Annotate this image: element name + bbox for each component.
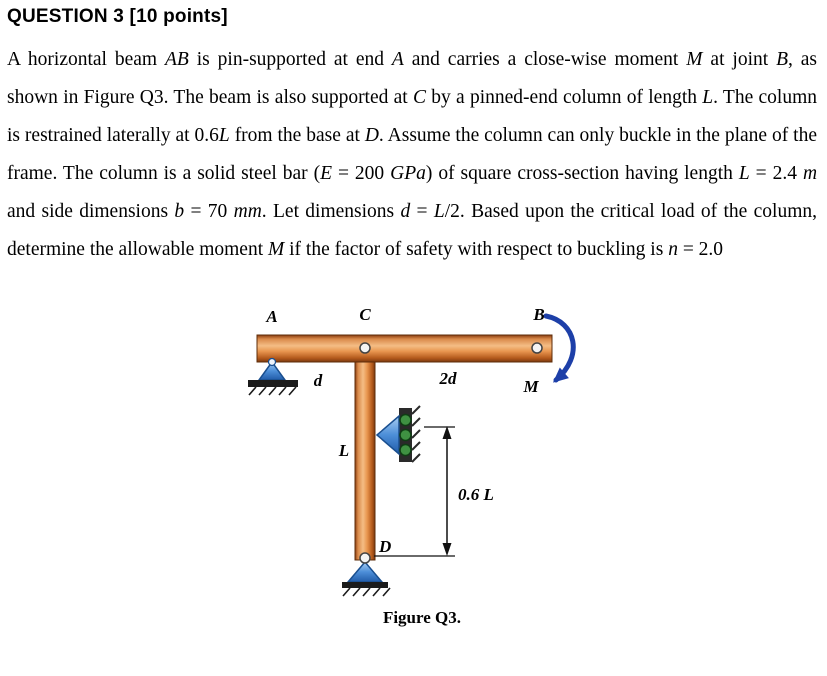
label-dim-2d: 2d	[439, 369, 457, 388]
label-dim-d: d	[313, 371, 323, 390]
figure-q3	[232, 300, 612, 628]
pin-joint-c	[360, 343, 370, 353]
beam-ab	[257, 335, 552, 362]
roller-icon	[400, 445, 411, 456]
column-cd	[355, 338, 375, 560]
label-length-l: L	[338, 441, 350, 460]
question-title: QUESTION 3 [10 points]	[7, 6, 228, 27]
label-c: C	[359, 305, 371, 324]
question-body: A horizontal beam AB is pin-supported at end A and carries a close-wise moment M at joint B, as shown in Figure Q3. The beam is also supported at C by a pinned-end column of length L. The column is restrained laterally at 0.6L from the base at D. Assume the column can only buckle in the plane of the frame. The column is a solid steel bar (E = 200 GPa) of square cross-section having length L = 2.4 m and side dimensions b = 70 mm. Let dimensions d = L/2. Based upon the critical load of the column, determine the allowable moment M if the factor of safety with respect to buckling is n = 2.0	[7, 49, 818, 260]
lateral-restraint	[377, 406, 420, 462]
figure-caption: Figure Q3.	[382, 608, 462, 627]
roller-icon	[400, 415, 411, 426]
label-dim-06l: 0.6 L	[458, 485, 494, 504]
roller-icon	[400, 430, 411, 441]
pin-support-a	[248, 359, 298, 396]
pin-support-d	[342, 553, 390, 596]
label-moment-m: M	[523, 377, 539, 396]
label-d-node: D	[379, 537, 392, 556]
pin-joint-b	[532, 343, 542, 353]
pin-joint-d	[360, 553, 370, 563]
beam-column-diagram	[232, 300, 612, 600]
label-b: B	[533, 305, 545, 324]
label-a: A	[266, 307, 278, 326]
